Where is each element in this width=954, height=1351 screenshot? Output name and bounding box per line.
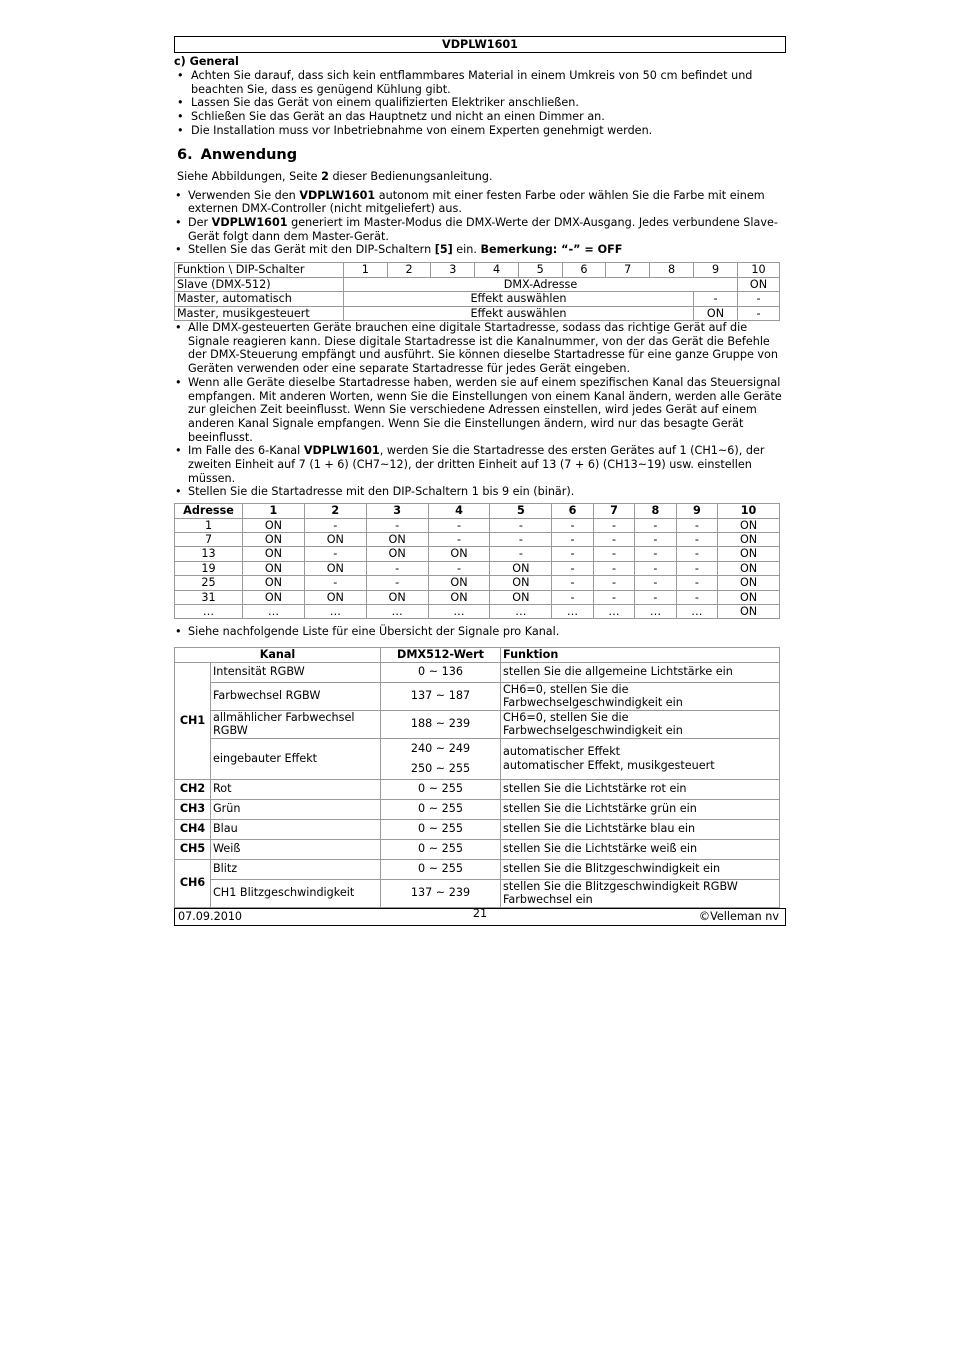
table-cell: … [490, 605, 552, 619]
table-cell: Funktion \ DIP-Schalter [175, 263, 344, 278]
list-item: • Schließen Sie das Gerät an das Hauptnetz und nicht an einen Dimmer an. [174, 110, 786, 124]
table-row [175, 292, 780, 307]
table-cell: Master, musikgesteuert [175, 306, 344, 321]
table-cell [381, 738, 501, 779]
table-cell: - [635, 547, 676, 561]
table-cell: … [552, 605, 593, 619]
table-cell: - [676, 561, 717, 575]
table-cell: Grün [211, 799, 381, 819]
table-cell: … [635, 605, 676, 619]
list-item: • Achten Sie darauf, dass sich kein entflammbares Material in einem Umkreis von 50 cm befindet und beachten Sie, dass es genügend Kühlung gibt. [174, 69, 786, 96]
table-cell: … [428, 605, 490, 619]
table-row [175, 277, 780, 292]
table-cell: 1 [175, 518, 243, 532]
table-row [175, 662, 780, 682]
table-cell: 6 [562, 263, 606, 278]
table-row [175, 532, 780, 546]
table-header-cell: 2 [304, 504, 366, 518]
text: , werden Sie die Startadresse des ersten Gerätes auf 1 (CH1~6), der zweiten Einheit auf 7 (1 + 6) (CH7~12), der dritten Einheit auf 13 (7 + 6) (CH13~19) usw. einstellen müssen. [188, 444, 765, 485]
table-header-row [175, 504, 780, 518]
table-cell: - [676, 518, 717, 532]
function-text: automatischer Effekt [503, 745, 621, 759]
list-item [174, 444, 786, 485]
table-cell: 0 ~ 255 [381, 839, 501, 859]
text: Stellen Sie das Gerät mit den DIP-Schaltern [188, 243, 435, 257]
table-cell: - [428, 561, 490, 575]
table-cell: - [635, 561, 676, 575]
table-cell: 2 [387, 263, 431, 278]
table-cell: - [304, 518, 366, 532]
channel-label: CH5 [175, 839, 211, 859]
text: generiert im Master-Modus die DMX-Werte der DMX-Ausgang. Jedes verbundene Slave-Gerät folgt dann dem Master-Gerät. [188, 215, 778, 243]
table-cell: - [676, 590, 717, 604]
text: autonom mit einer festen Farbe oder wählen Sie die Farbe mit einem externen DMX-Controller (nicht mitgeliefert) aus. [188, 188, 765, 216]
table-cell: - [428, 532, 490, 546]
table-cell: 7 [175, 532, 243, 546]
table-cell: 137 ~ 239 [381, 879, 501, 907]
table-header-cell: 3 [366, 504, 428, 518]
table-cell: stellen Sie die Lichtstärke blau ein [501, 819, 780, 839]
table-cell: - [635, 576, 676, 590]
table-header-cell: 7 [593, 504, 634, 518]
table-cell: - [366, 561, 428, 575]
table-header-cell: Funktion [501, 648, 780, 662]
table-cell: ON [243, 518, 305, 532]
table-cell: stellen Sie die Lichtstärke rot ein [501, 779, 780, 799]
address-table-body [175, 518, 780, 619]
table-cell: - [593, 547, 634, 561]
table-cell: - [635, 532, 676, 546]
table-cell: Slave (DMX-512) [175, 277, 344, 292]
table-cell: CH6=0, stellen Sie die Farbwechselgeschwindigkeit ein [501, 682, 780, 710]
channel-label: CH2 [175, 779, 211, 799]
model-name: VDPLW1601 [299, 188, 376, 202]
table-cell: ON [718, 547, 780, 561]
table-cell: ON [694, 306, 738, 321]
table-cell: … [304, 605, 366, 619]
table-cell: - [552, 532, 593, 546]
table-cell: 7 [606, 263, 650, 278]
list-item [174, 216, 786, 243]
table-row [175, 710, 780, 738]
table-cell: ON [718, 576, 780, 590]
table-row [175, 859, 780, 879]
table-cell: ON [718, 518, 780, 532]
list-item: • Wenn alle Geräte dieselbe Startadresse haben, werden sie auf einem spezifischen Kanal das Steuersignal empfangen. Mit anderen Worten, wenn Sie die Einstellungen von einem Kanal ändern, werden alle Geräte zur gleichen Zeit beeinflusst. Wenn Sie verschiedene Adressen einstellen, wird jedes Gerät auf einem anderen Kanal Signale empfangen. Wenn Sie die Einstellungen ändern, wird nur das besagte Gerät beeinflusst. [174, 376, 786, 445]
table-cell: 137 ~ 187 [381, 682, 501, 710]
channel-label: CH3 [175, 799, 211, 819]
table-cell: Intensität RGBW [211, 662, 381, 682]
ref-number: [5] [434, 243, 453, 257]
table-cell: Blau [211, 819, 381, 839]
table-cell: - [552, 590, 593, 604]
table-cell: allmählicher Farbwechsel RGBW [211, 710, 381, 738]
table-cell: Rot [211, 779, 381, 799]
table-header-cell: 6 [552, 504, 593, 518]
page-number: 21 [472, 907, 488, 920]
section-heading [177, 146, 786, 164]
page-header-model: VDPLW1601 [174, 36, 786, 53]
table-cell: ON [428, 547, 490, 561]
table-cell: 0 ~ 136 [381, 662, 501, 682]
table-cell: - [738, 306, 780, 321]
table-cell: Blitz [211, 859, 381, 879]
table-cell: - [593, 518, 634, 532]
table-header-cell: 9 [676, 504, 717, 518]
table-cell: ON [738, 277, 780, 292]
list-item: • Alle DMX-gesteuerten Geräte brauchen eine digitale Startadresse, sodass das richtige Gerät auf die Signale reagieren kann. Diese digitale Startadresse ist die Kanalnummer, von der das Gerät die Befehle der DMX-Steuerung empfängt und ausführt. Sie können dieselbe Startadresse für eine ganze Gruppe von Geräten verwenden oder eine separate Startadresse für jedes Gerät eingeben. [174, 321, 786, 376]
channel-label: CH4 [175, 819, 211, 839]
table-cell: 1 [344, 263, 388, 278]
table-cell: 13 [175, 547, 243, 561]
table-cell: 25 [175, 576, 243, 590]
table-cell: - [676, 532, 717, 546]
list-item [174, 189, 786, 216]
table-cell: - [738, 292, 780, 307]
table-cell: … [175, 605, 243, 619]
table-cell: 5 [518, 263, 562, 278]
table-cell: ON [243, 547, 305, 561]
channel-label: CH1 [175, 662, 211, 779]
table-row [175, 839, 780, 859]
table-cell: 19 [175, 561, 243, 575]
table-cell: 3 [431, 263, 475, 278]
text: Verwenden Sie den [188, 188, 300, 202]
list-item: • Stellen Sie die Startadresse mit den DIP-Schaltern 1 bis 9 ein (binär). [174, 485, 786, 499]
table-cell: - [490, 518, 552, 532]
table-header-row [175, 648, 780, 662]
table-cell: - [552, 576, 593, 590]
table-cell: ON [428, 576, 490, 590]
table-row [175, 263, 780, 278]
text: Im Falle des 6-Kanal [188, 444, 304, 458]
table-cell: - [366, 576, 428, 590]
table-row [175, 779, 780, 799]
table-cell: ON [243, 561, 305, 575]
table-cell: stellen Sie die Blitzgeschwindigkeit RGBW Farbwechsel ein [501, 879, 780, 907]
table-cell: Farbwechsel RGBW [211, 682, 381, 710]
table-cell: Master, automatisch [175, 292, 344, 307]
footer-copyright: ©Velleman nv [698, 910, 779, 923]
value-range: 250 ~ 255 [410, 761, 471, 775]
section-number: 6. [177, 146, 193, 163]
table-header-cell: 4 [428, 504, 490, 518]
table-cell: 4 [475, 263, 519, 278]
table-header-cell: 8 [635, 504, 676, 518]
model-name: VDPLW1601 [303, 444, 380, 458]
table-row [175, 561, 780, 575]
table-row [175, 605, 780, 619]
address-table [174, 503, 780, 619]
manual-page [174, 36, 786, 908]
list-item: • Die Installation muss vor Inbetriebnahme von einem Experten genehmigt werden. [174, 124, 786, 138]
table-header-cell: Kanal [175, 648, 381, 662]
footer-date: 07.09.2010 [178, 910, 243, 923]
table-cell: 0 ~ 255 [381, 859, 501, 879]
table-cell: stellen Sie die Blitzgeschwindigkeit ein [501, 859, 780, 879]
table-cell: ON [243, 590, 305, 604]
table-cell: 0 ~ 255 [381, 779, 501, 799]
table-cell: ON [718, 590, 780, 604]
table-cell: … [676, 605, 717, 619]
table-cell: ON [718, 605, 780, 619]
table-cell: - [366, 518, 428, 532]
table-header-cell: Adresse [175, 504, 243, 518]
table-cell: - [304, 576, 366, 590]
table-cell: - [490, 532, 552, 546]
model-name: VDPLW1601 [211, 215, 288, 229]
table-row [175, 799, 780, 819]
table-cell: 8 [650, 263, 694, 278]
list-item: • Siehe nachfolgende Liste für eine Übersicht der Signale pro Kanal. [174, 625, 786, 639]
table-cell: - [593, 532, 634, 546]
table-cell: Weiß [211, 839, 381, 859]
table-cell: - [552, 518, 593, 532]
table-cell: … [593, 605, 634, 619]
channel-label: CH6 [175, 859, 211, 907]
intro-page-ref: 2 [321, 169, 329, 183]
general-list [174, 69, 786, 138]
table-cell: - [304, 547, 366, 561]
table-cell: ON [718, 561, 780, 575]
table-cell: - [428, 518, 490, 532]
table-cell: 188 ~ 239 [381, 710, 501, 738]
table-cell: ON [490, 576, 552, 590]
table-cell: ON [718, 532, 780, 546]
table-cell: ON [243, 532, 305, 546]
table-cell: 0 ~ 255 [381, 819, 501, 839]
table-cell: ON [428, 590, 490, 604]
table-cell: 31 [175, 590, 243, 604]
table-cell: DMX-Adresse [344, 277, 738, 292]
intro-text: Siehe Abbildungen, Seite [177, 169, 322, 183]
table-cell: ON [490, 590, 552, 604]
table-cell: - [593, 576, 634, 590]
table-cell: stellen Sie die allgemeine Lichtstärke ein [501, 662, 780, 682]
function-text: automatischer Effekt, musikgesteuert [503, 758, 715, 772]
address-list [174, 321, 786, 499]
table-cell: … [366, 605, 428, 619]
table-cell: Effekt auswählen [344, 292, 694, 307]
table-cell: - [635, 590, 676, 604]
table-cell: eingebauter Effekt [211, 738, 381, 779]
value-range: 240 ~ 249 [410, 741, 471, 755]
table-cell: - [490, 547, 552, 561]
list-item: • Lassen Sie das Gerät von einem qualifizierten Elektriker anschließen. [174, 96, 786, 110]
usage-list [174, 189, 786, 258]
table-header-cell: 10 [718, 504, 780, 518]
table-cell: - [593, 561, 634, 575]
list-item [174, 243, 786, 257]
table-cell: … [243, 605, 305, 619]
table-row [175, 819, 780, 839]
table-header-cell: 5 [490, 504, 552, 518]
intro-paragraph [177, 170, 786, 184]
table-cell: 0 ~ 255 [381, 799, 501, 819]
text: ein. [452, 243, 481, 257]
table-cell: ON [366, 532, 428, 546]
text: Der [188, 215, 212, 229]
table-cell: CH1 Blitzgeschwindigkeit [211, 879, 381, 907]
table-cell: ON [304, 532, 366, 546]
table-cell: - [552, 561, 593, 575]
table-cell: ON [304, 590, 366, 604]
table-row [175, 682, 780, 710]
table-row [175, 518, 780, 532]
table-row [175, 879, 780, 907]
table-header-cell: DMX512-Wert [381, 648, 501, 662]
table-cell: ON [366, 590, 428, 604]
table-cell [501, 738, 780, 779]
channel-table [174, 647, 780, 907]
table-cell: ON [490, 561, 552, 575]
signal-list [174, 625, 786, 639]
table-header-cell: 1 [243, 504, 305, 518]
table-cell: - [676, 547, 717, 561]
table-cell: - [635, 518, 676, 532]
table-row [175, 738, 780, 779]
table-row [175, 306, 780, 321]
table-cell: ON [366, 547, 428, 561]
table-cell: 9 [694, 263, 738, 278]
section-title: Anwendung [200, 146, 298, 163]
table-row [175, 576, 780, 590]
page-footer [174, 908, 786, 926]
table-row [175, 590, 780, 604]
table-cell: stellen Sie die Lichtstärke weiß ein [501, 839, 780, 859]
general-subheading: c) General [174, 55, 239, 68]
table-cell: ON [243, 576, 305, 590]
table-cell: - [694, 292, 738, 307]
table-cell: - [676, 576, 717, 590]
dip-switch-table [174, 262, 780, 321]
table-cell: - [552, 547, 593, 561]
remark: Bemerkung: “-” = OFF [480, 243, 623, 257]
table-row [175, 547, 780, 561]
table-cell: Effekt auswählen [344, 306, 694, 321]
table-cell: - [593, 590, 634, 604]
table-cell: stellen Sie die Lichtstärke grün ein [501, 799, 780, 819]
table-cell: ON [304, 561, 366, 575]
table-cell: CH6=0, stellen Sie die Farbwechselgeschwindigkeit ein [501, 710, 780, 738]
table-cell: 10 [738, 263, 780, 278]
intro-text: dieser Bedienungsanleitung. [328, 169, 493, 183]
